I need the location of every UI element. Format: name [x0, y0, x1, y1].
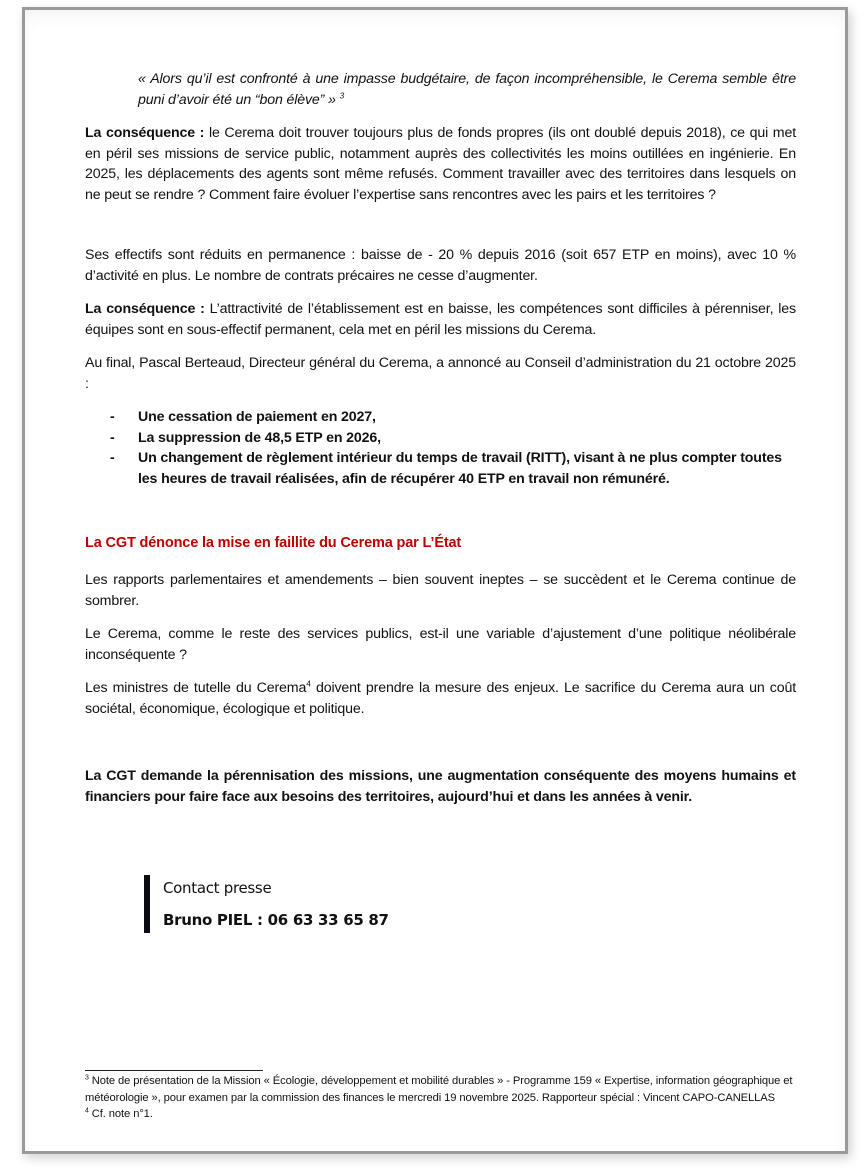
list-item [85, 448, 796, 489]
section-heading: La CGT dénonce la mise en faillite du Cerema par L’État [85, 535, 462, 551]
footnote-ref-4[interactable]: 4 [306, 678, 311, 689]
consequence-text: le Cerema doit trouver toujours plus de fonds propres (ils ont doublé depuis 2018), ce qui met en péril ses missions de service public, notamment auprès des collectivités les moins outillées en ingénierie. En 2025, les déplacements des agents sont même refusés. Comment travailler avec des territoires dans lesquels on ne peut se rendre ? Comment faire évoluer l’expertise sans rencontres avec les pairs et les territoires ? [85, 125, 796, 203]
paragraph-text: Les ministres de tutelle du Cerema [85, 680, 307, 696]
list-item [85, 428, 796, 449]
list-item-text: Un changement de règlement intérieur du temps de travail (RITT), visant à ne plus compter toutes les heures de travail réalisées, afin de récupérer 40 ETP en travail non rémunéré. [138, 450, 782, 487]
footnote-number: 4 [85, 1107, 89, 1115]
footnote-text: Note de présentation de la Mission « Écologie, développement et mobilité durables » - Programme 159 « Expertise, information géographique et météorologie », pour examen par la commission des finances le mercredi 19 novembre 2025. Rapporteur spécial : Vincent CAPO-CANELLAS [85, 1075, 793, 1104]
document-page [22, 7, 848, 1154]
final-paragraph: Au final, Pascal Berteaud, Directeur général du Cerema, a annoncé au Conseil d’administration du 21 octobre 2025 : [85, 355, 796, 392]
demand-paragraph: La CGT demande la pérennisation des missions, une augmentation conséquente des moyens humains et financiers pour faire face aux besoins des territoires, aujourd’hui et dans les années à venir. [85, 768, 796, 805]
section-paragraph-2: Le Cerema, comme le reste des services publics, est-il une variable d’ajustement d’une politique néolibérale inconséquente ? [85, 626, 796, 663]
paragraph-text: doivent prendre la mesure des enjeux. Le sacrifice du Cerema aura un coût sociétal, économique, écologique et politique. [85, 680, 796, 717]
footnote-3 [85, 1073, 796, 1106]
bullet-dash: - [110, 429, 115, 446]
announcements-list [85, 407, 796, 489]
list-item [85, 407, 796, 428]
consequence-text: L’attractivité de l’établissement est en baisse, les compétences sont difficiles à pérenniser, les équipes sont en sous-effectif permanent, cela met en péril les missions du Cerema. [85, 301, 796, 338]
footnote-4 [85, 1106, 796, 1123]
section-paragraph-1: Les rapports parlementaires et amendements – bien souvent ineptes – se succèdent et le Cerema continue de sombrer. [85, 572, 796, 609]
bullet-dash: - [110, 409, 115, 425]
consequence-label: La conséquence : [85, 125, 205, 141]
contact-name-phone: Bruno PIEL : 06 63 33 65 87 [163, 911, 389, 929]
section-paragraph-3 [85, 678, 796, 719]
contact-accent-bar [144, 875, 150, 933]
footnote-text: Cf. note n°1. [88, 1108, 153, 1120]
consequence-label: La conséquence : [85, 301, 205, 317]
list-item-text: La suppression de 48,5 ETP en 2026, [138, 429, 381, 446]
contact-label: Contact presse [163, 879, 272, 897]
footnote-ref-3[interactable]: 3 [339, 89, 345, 100]
consequence-paragraph-2 [85, 299, 796, 340]
bullet-dash: - [110, 450, 115, 466]
quote-text: « Alors qu’il est confronté à une impasse budgétaire, de façon incompréhensible, le Cerema semble être puni d’avoir été un “bon élève” » [138, 71, 796, 108]
footnote-number: 3 [85, 1074, 89, 1082]
effectifs-paragraph: Ses effectifs sont réduits en permanence : baisse de - 20 % depuis 2016 (soit 657 ETP en moins), avec 10 % d’activité en plus. Le nombre de contrats précaires ne cesse d’augmenter. [85, 247, 796, 284]
list-item-text: Une cessation de paiement en 2027, [138, 409, 376, 425]
consequence-paragraph-1 [85, 123, 796, 205]
footnote-separator [85, 1070, 263, 1071]
quote-paragraph [138, 69, 796, 110]
footnotes [85, 1073, 796, 1123]
